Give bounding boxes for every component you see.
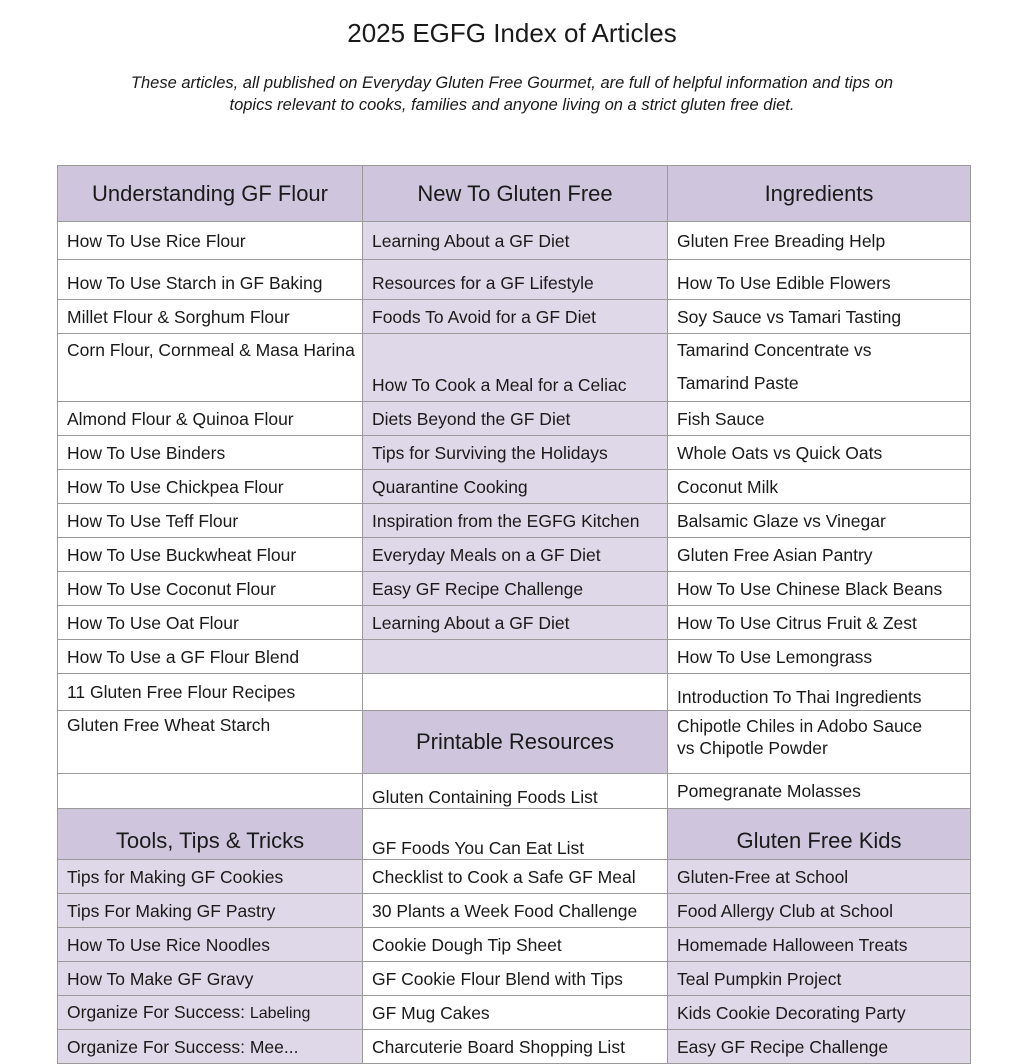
table-row <box>58 222 971 260</box>
table-row <box>58 928 971 962</box>
article-link[interactable]: How To Use Rice Flour <box>58 222 363 260</box>
table-row <box>58 860 971 894</box>
article-link[interactable]: How To Use Teff Flour <box>58 504 363 538</box>
table-row <box>58 300 971 334</box>
article-link[interactable]: 30 Plants a Week Food Challenge <box>363 894 668 928</box>
table-row <box>58 894 971 928</box>
table-row <box>58 996 971 1030</box>
article-link[interactable]: Cookie Dough Tip Sheet <box>363 928 668 962</box>
article-link[interactable]: Food Allergy Club at School <box>668 894 971 928</box>
article-link[interactable]: Diets Beyond the GF Diet <box>363 402 668 436</box>
article-link[interactable]: Almond Flour & Quinoa Flour <box>58 402 363 436</box>
table-row <box>58 334 971 402</box>
article-link[interactable]: How To Use a GF Flour Blend <box>58 640 363 674</box>
article-link[interactable]: Everyday Meals on a GF Diet <box>363 538 668 572</box>
table-row <box>58 260 971 300</box>
table-row <box>58 774 971 809</box>
article-link[interactable] <box>668 711 971 774</box>
article-link[interactable]: Inspiration from the EGFG Kitchen <box>363 504 668 538</box>
ingredient-line: Tamarind Concentrate vs <box>677 340 872 360</box>
article-link[interactable]: Foods To Avoid for a GF Diet <box>363 300 668 334</box>
article-link[interactable]: Gluten-Free at School <box>668 860 971 894</box>
header-row-1 <box>58 166 971 222</box>
article-link[interactable]: Quarantine Cooking <box>363 470 668 504</box>
article-link[interactable]: Gluten Containing Foods List <box>363 774 668 809</box>
article-link[interactable]: GF Foods You Can Eat List <box>363 809 668 860</box>
article-link[interactable]: Charcuterie Board Shopping List <box>363 1030 668 1064</box>
header-new-to-gluten-free: New To Gluten Free <box>363 166 668 222</box>
ingredient-line: vs Chipotle Powder <box>677 738 828 758</box>
article-link[interactable]: Organize For Success: Mee... <box>58 1030 363 1064</box>
article-link[interactable]: Gluten Free Wheat Starch <box>58 711 363 774</box>
article-link[interactable] <box>668 334 971 402</box>
article-link[interactable]: 11 Gluten Free Flour Recipes <box>58 674 363 711</box>
header-understanding-gf-flour: Understanding GF Flour <box>58 166 363 222</box>
article-link[interactable]: GF Cookie Flour Blend with Tips <box>363 962 668 996</box>
article-link[interactable]: How To Use Rice Noodles <box>58 928 363 962</box>
header-tools-tips-tricks: Tools, Tips & Tricks <box>58 809 363 860</box>
table-row <box>58 504 971 538</box>
table-row <box>58 436 971 470</box>
subtitle-line-1: These articles, all published on Everyday Gluten Free Gourmet, are full of helpful information and tips on <box>130 74 894 92</box>
article-link[interactable]: Gluten Free Breading Help <box>668 222 971 260</box>
header-printable-resources: Printable Resources <box>363 711 668 774</box>
table-row <box>58 962 971 996</box>
empty-cell <box>363 674 668 711</box>
article-link[interactable]: Introduction To Thai Ingredients <box>668 674 971 711</box>
article-link[interactable]: Homemade Halloween Treats <box>668 928 971 962</box>
article-link[interactable]: Tips for Making GF Cookies <box>58 860 363 894</box>
article-link[interactable]: How To Use Binders <box>58 436 363 470</box>
article-link[interactable]: How To Use Lemongrass <box>668 640 971 674</box>
table-row <box>58 711 971 774</box>
page-title: 2025 EGFG Index of Articles <box>347 18 677 48</box>
article-link[interactable]: How To Use Coconut Flour <box>58 572 363 606</box>
article-link[interactable]: Coconut Milk <box>668 470 971 504</box>
table-row <box>58 470 971 504</box>
ingredient-line: Chipotle Chiles in Adobo Sauce <box>677 716 923 736</box>
article-link[interactable]: How To Make GF Gravy <box>58 962 363 996</box>
tools-label: Organize For Success: <box>67 1001 245 1022</box>
article-link[interactable] <box>58 996 363 1030</box>
article-index-table <box>57 165 971 1064</box>
article-link[interactable]: How To Use Chinese Black Beans <box>668 572 971 606</box>
subtitle-line-2: topics relevant to cooks, families and anyone living on a strict gluten free diet. <box>229 96 795 114</box>
article-link[interactable]: Easy GF Recipe Challenge <box>668 1030 971 1064</box>
article-link[interactable]: Gluten Free Asian Pantry <box>668 538 971 572</box>
article-link[interactable]: Pomegranate Molasses <box>668 774 971 809</box>
ingredient-line: Tamarind Paste <box>677 373 799 393</box>
article-link[interactable]: Learning About a GF Diet <box>363 222 668 260</box>
article-link[interactable]: Resources for a GF Lifestyle <box>363 260 668 300</box>
article-link[interactable]: Soy Sauce vs Tamari Tasting <box>668 300 971 334</box>
article-link[interactable]: How To Cook a Meal for a Celiac <box>363 334 668 402</box>
table-row <box>58 606 971 640</box>
empty-cell <box>363 640 668 674</box>
article-link[interactable]: Teal Pumpkin Project <box>668 962 971 996</box>
article-link[interactable]: Fish Sauce <box>668 402 971 436</box>
article-link[interactable]: Tips For Making GF Pastry <box>58 894 363 928</box>
article-link[interactable]: How To Use Starch in GF Baking <box>58 260 363 300</box>
article-link[interactable]: How To Use Buckwheat Flour <box>58 538 363 572</box>
article-link[interactable]: Learning About a GF Diet <box>363 606 668 640</box>
page-subtitle <box>60 72 964 116</box>
tools-label-small: Labeling <box>249 1004 311 1022</box>
empty-cell <box>58 774 363 809</box>
article-link[interactable]: Checklist to Cook a Safe GF Meal <box>363 860 668 894</box>
article-link[interactable]: Balsamic Glaze vs Vinegar <box>668 504 971 538</box>
table-row <box>58 1030 971 1064</box>
table-row <box>58 572 971 606</box>
article-link[interactable]: How To Use Chickpea Flour <box>58 470 363 504</box>
article-link[interactable]: Tips for Surviving the Holidays <box>363 436 668 470</box>
article-link[interactable]: GF Mug Cakes <box>363 996 668 1030</box>
table-row <box>58 674 971 711</box>
article-link[interactable]: Corn Flour, Cornmeal & Masa Harina <box>58 334 363 402</box>
table-row <box>58 402 971 436</box>
article-link[interactable]: Kids Cookie Decorating Party <box>668 996 971 1030</box>
table-row <box>58 640 971 674</box>
article-link[interactable]: Millet Flour & Sorghum Flour <box>58 300 363 334</box>
header-row-2 <box>58 809 971 860</box>
article-link[interactable]: How To Use Citrus Fruit & Zest <box>668 606 971 640</box>
article-link[interactable]: How To Use Oat Flour <box>58 606 363 640</box>
table-row <box>58 538 971 572</box>
header-ingredients: Ingredients <box>668 166 971 222</box>
article-link[interactable]: How To Use Edible Flowers <box>668 260 971 300</box>
article-link[interactable]: Easy GF Recipe Challenge <box>363 572 668 606</box>
header-gluten-free-kids: Gluten Free Kids <box>668 809 971 860</box>
article-link[interactable]: Whole Oats vs Quick Oats <box>668 436 971 470</box>
